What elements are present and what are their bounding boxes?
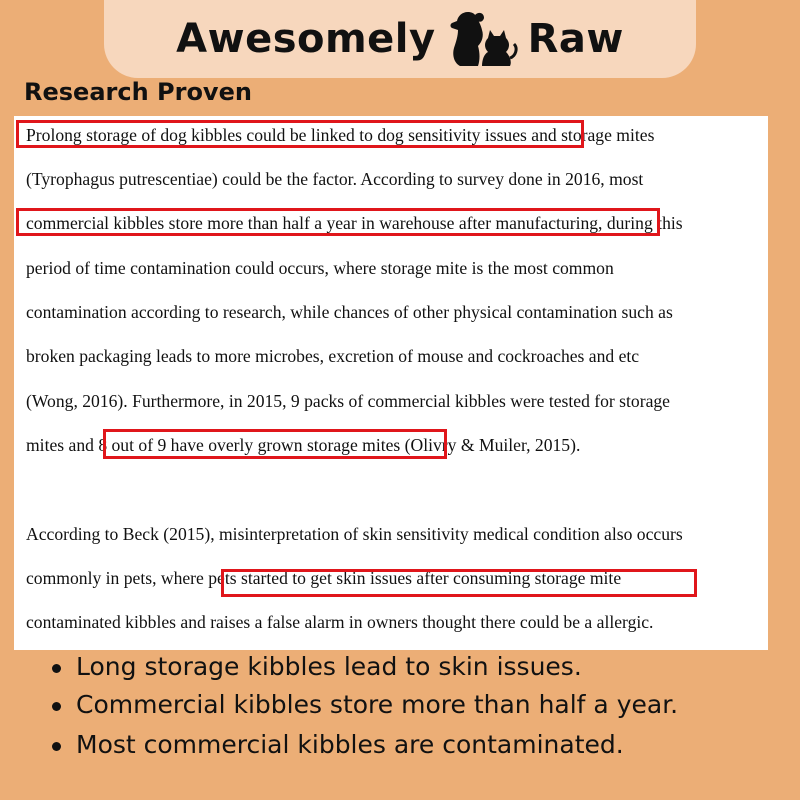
bullet-dot-icon [52,702,61,711]
document-line: (Tyrophagus putrescentiae) could be the factor. According to survey done in 2016, most [26,169,644,189]
document-line: contaminated kibbles and raises a false alarm in owners thought there could be a allergic. [26,612,654,632]
bullet-dot-icon [52,664,61,673]
dog-cat-silhouette-icon [448,8,518,70]
research-document [14,116,768,650]
document-line: According to Beck (2015), misinterpretation of skin sensitivity medical condition also occurs [26,524,683,544]
bullet-text: Most commercial kibbles are contaminated. [76,730,624,759]
section-title: Research Proven [24,78,252,106]
highlight-box [221,569,697,597]
bullet-dot-icon [52,742,61,751]
document-line: mites and 8 out of 9 have overly grown storage mites (Olivry & Muiler, 2015). [26,435,581,455]
document-line: commonly in pets, where pets started to get skin issues after consuming storage mite [26,568,622,588]
document-line: (Wong, 2016). Furthermore, in 2015, 9 packs of commercial kibbles were tested for storage [26,391,670,411]
brand-name-left: Awesomely [176,16,436,62]
document-line: commercial kibbles store more than half a year in warehouse after manufacturing, during this [26,213,683,233]
bullet-text: Commercial kibbles store more than half a year. [76,690,679,719]
brand-header [104,0,696,78]
document-line: Prolong storage of dog kibbles could be linked to dog sensitivity issues and storage mites [26,125,655,145]
brand-name-right: Raw [527,16,624,62]
document-line: contamination according to research, while chances of other physical contamination such as [26,302,673,322]
bullet-text: Long storage kibbles lead to skin issues. [76,652,582,681]
highlight-box [103,429,447,459]
document-line: period of time contamination could occurs, where storage mite is the most common [26,258,614,278]
document-line: broken packaging leads to more microbes, excretion of mouse and cockroaches and etc [26,346,640,366]
highlight-box [16,208,660,236]
highlight-box [16,120,584,148]
